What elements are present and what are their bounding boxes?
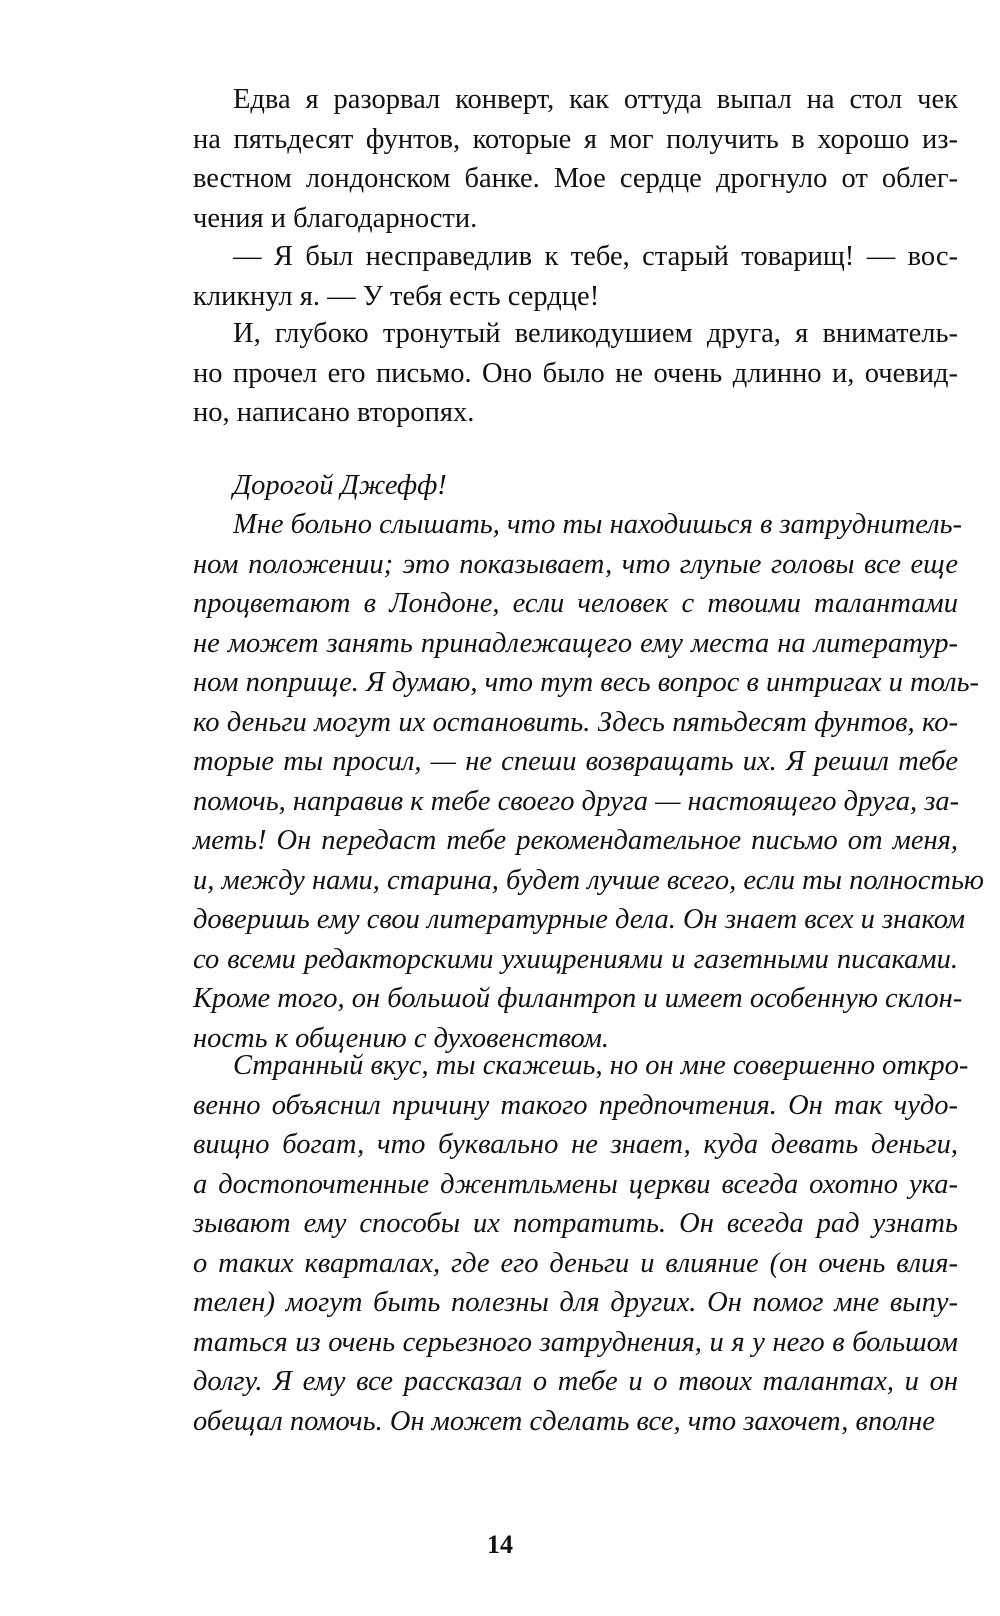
line-text: доверишь ему свои литературные дела. Он знает всех и знаком: [193, 904, 966, 935]
text-line: [193, 545, 958, 585]
text-line: [193, 1086, 958, 1126]
text-line: [193, 237, 958, 277]
text-line: [193, 1402, 958, 1442]
text-line: [193, 861, 985, 901]
text-line: [193, 1204, 958, 1244]
letter-block: [193, 466, 958, 506]
line-text: Кроме того, он большой филантроп и имеет особенную склон-: [193, 983, 963, 1014]
text-line: [193, 940, 958, 980]
salutation-text: Дорогой Джефф!: [233, 470, 447, 501]
line-text: И, глубоко тронутый великодушием друга, я вниматель-: [233, 318, 958, 349]
line-text: таться из очень серьезного затруднения, и я у него в большом: [193, 1326, 958, 1358]
line-text: на пятьдесят фунтов, которые я мог получить в хорошо из-: [193, 123, 958, 155]
text-line: [193, 1165, 958, 1205]
line-text: и, между нами, старина, будет лучше всего, если ты полностью: [193, 864, 985, 896]
letter-salutation: [193, 466, 958, 506]
line-text: венно объяснил причину такого предпочтения. Он так чудо-: [193, 1089, 958, 1121]
letter-paragraph: [193, 1046, 969, 1441]
text-line: [193, 703, 958, 743]
line-text: торые ты просил, — не спеши возвращать их. Я решил тебе: [193, 746, 958, 777]
text-line: [193, 1244, 958, 1284]
line-text: кликнул я. — У тебя есть сердце!: [193, 280, 600, 312]
line-text: Едва я разорвал конверт, как оттуда выпал на стол чек: [233, 84, 958, 115]
text-line: [193, 505, 963, 545]
line-text: Странный вкус, ты скажешь, но он мне совершенно откро-: [233, 1050, 969, 1081]
line-text: вищно богат, что буквально не знает, куда девать деньги,: [193, 1129, 958, 1160]
text-line: [193, 663, 980, 703]
text-line: [193, 199, 958, 239]
text-line: [193, 979, 963, 1019]
line-text: не может занять принадлежащего ему места на литератур-: [193, 627, 958, 659]
line-text: а достопочтенные джентльмены церкви всегда охотно ука-: [193, 1168, 958, 1200]
line-text: ном положении; это показывает, что глупые головы все еще: [193, 548, 958, 580]
narrative-block: [193, 237, 958, 316]
page-number: 14: [487, 1530, 513, 1559]
text-line: [193, 1362, 958, 1402]
text-line: [193, 1125, 958, 1165]
line-text: — Я был несправедлив к тебе, старый товарищ! — вос-: [233, 241, 958, 272]
narrative-block: [193, 314, 958, 433]
line-text: ность к общению с духовенством.: [193, 1022, 610, 1054]
line-text: долгу. Я ему все рассказал о тебе и о твоих талантах, и он: [193, 1366, 958, 1397]
text-line: [193, 1283, 958, 1323]
line-text: со всеми редакторскими ухищрениями и газетными писаками.: [193, 943, 958, 975]
line-text: Мне больно слышать, что ты находишься в затруднитель-: [233, 509, 963, 540]
text-line: [193, 393, 958, 433]
line-text: чения и благодарности.: [193, 202, 478, 234]
line-text: ном поприще. Я думаю, что тут весь вопрос в интригах и толь-: [193, 667, 980, 698]
line-text: процветают в Лондоне, если человек с твоими талантами: [193, 588, 958, 619]
text-line: [193, 1046, 969, 1086]
text-line: [193, 742, 958, 782]
line-text: помочь, направив к тебе своего друга — настоящего друга, за-: [193, 785, 960, 817]
text-line: [193, 354, 958, 394]
text-line: [193, 120, 958, 160]
line-text: ко деньги могут их остановить. Здесь пятьдесят фунтов, ко-: [193, 706, 958, 738]
narrative-block: [193, 80, 958, 238]
line-text: о таких кварталах, где его деньги и влияние (он очень влия-: [193, 1247, 958, 1279]
text-line: [193, 314, 958, 354]
line-text: телен) могут быть полезны для других. Он помог мне выпу-: [193, 1287, 958, 1318]
text-line: [193, 584, 958, 624]
letter-paragraph: [193, 505, 985, 1058]
line-text: но, написано второпях.: [193, 397, 475, 428]
text-line: [193, 900, 966, 940]
line-text: зывают ему способы их потратить. Он всегда рад узнать: [193, 1208, 958, 1239]
text-line: [193, 277, 958, 317]
text-line: [193, 821, 958, 861]
line-text: меть! Он передаст тебе рекомендательное письмо от меня,: [193, 825, 958, 856]
text-line: [193, 624, 958, 664]
line-text: вестном лондонском банке. Мое сердце дрогнуло от облег-: [193, 163, 958, 194]
text-line: [193, 159, 958, 199]
text-line: [193, 80, 958, 120]
text-line: [193, 782, 958, 822]
line-text: обещал помочь. Он может сделать все, что захочет, вполне: [193, 1405, 935, 1437]
line-text: но прочел его письмо. Оно было не очень длинно и, очевид-: [193, 357, 958, 389]
text-line: [193, 1323, 958, 1363]
